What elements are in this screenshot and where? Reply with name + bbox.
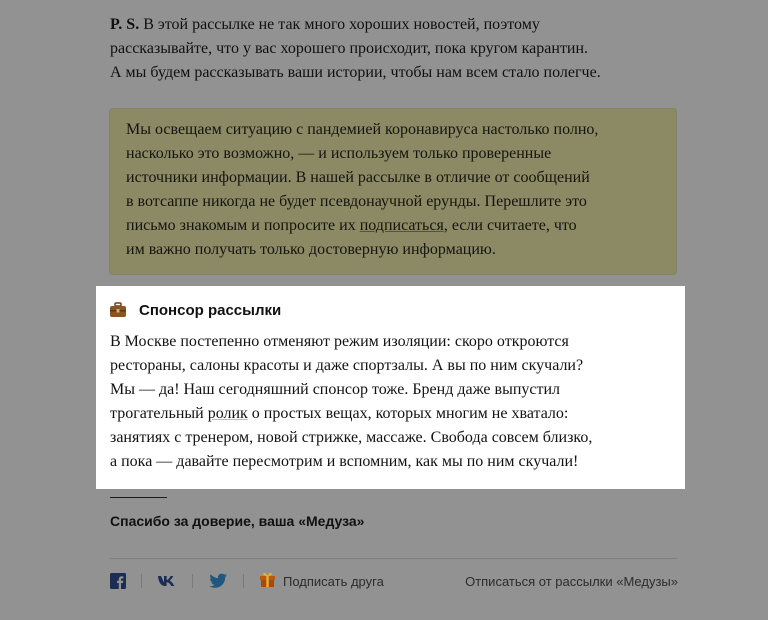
note-line-4: в вотсаппе никогда не будет псевдонаучной ерунды. Перешлите это xyxy=(126,193,587,210)
ps-line-2: рассказывайте, что у вас хорошего происходит, пока кругом карантин. xyxy=(110,40,589,57)
footer-separator xyxy=(192,574,193,588)
ps-line-1: P. S. В этой рассылке не так много хороших новостей, поэтому xyxy=(110,16,540,33)
footer-divider xyxy=(110,558,678,559)
gift-icon xyxy=(259,571,276,591)
footer-separator xyxy=(141,574,142,588)
signature-divider xyxy=(110,497,167,498)
note-line-2: насколько это возможно, — и используем только проверенные xyxy=(126,145,552,162)
briefcase-icon xyxy=(109,302,127,318)
sponsor-heading xyxy=(109,300,281,320)
subscribe-link[interactable]: подписаться xyxy=(359,217,444,234)
note-line-6: им важно получать только достоверную информацию. xyxy=(126,241,496,258)
twitter-icon[interactable] xyxy=(208,573,228,589)
ps-label: P. S. xyxy=(110,16,140,33)
unsubscribe-link[interactable]: Отписаться от рассылки «Медузы» xyxy=(465,573,678,589)
sponsor-title: Спонсор рассылки xyxy=(139,301,282,319)
info-note-box xyxy=(109,108,677,275)
ps-paragraph xyxy=(110,13,678,85)
sponsor-line-1: В Москве постепенно отменяют режим изоляции: скоро откроются xyxy=(110,333,569,350)
video-link[interactable]: ролик xyxy=(207,405,248,422)
facebook-icon[interactable] xyxy=(110,573,126,589)
sponsor-text xyxy=(110,330,592,474)
note-line-3: источники информации. В нашей рассылке в отличие от сообщений xyxy=(126,169,590,186)
vk-icon[interactable] xyxy=(157,575,177,587)
ps-line-3: А мы будем рассказывать ваши истории, чтобы нам всем стало полегче. xyxy=(110,64,601,81)
footer-separator xyxy=(243,574,244,588)
sponsor-block xyxy=(96,286,685,489)
invite-friend-link[interactable] xyxy=(259,571,384,591)
note-line-5: письмо знакомым и попросите их подписаться, если считаете, что xyxy=(126,217,577,234)
sponsor-line-3: Мы — да! Наш сегодняшний спонсор тоже. Бренд даже выпустил xyxy=(110,381,561,398)
footer-bar xyxy=(110,568,678,594)
signature-text: Спасибо за доверие, ваша «Медуза» xyxy=(110,513,365,529)
note-line-1: Мы освещаем ситуацию с пандемией коронавируса настолько полно, xyxy=(126,121,599,138)
sponsor-line-6: а пока — давайте пересмотрим и вспомним, как мы по ним скучали! xyxy=(110,453,579,470)
invite-friend-label: Подписать друга xyxy=(283,573,384,589)
sponsor-line-2: рестораны, салоны красоты и даже спортзалы. А вы по ним скучали? xyxy=(110,357,584,374)
sponsor-line-5: занятиях с тренером, новой стрижке, массаже. Свобода совсем близко, xyxy=(110,429,593,446)
sponsor-line-4: трогательный ролик о простых вещах, которых многим не хватало: xyxy=(110,405,569,422)
